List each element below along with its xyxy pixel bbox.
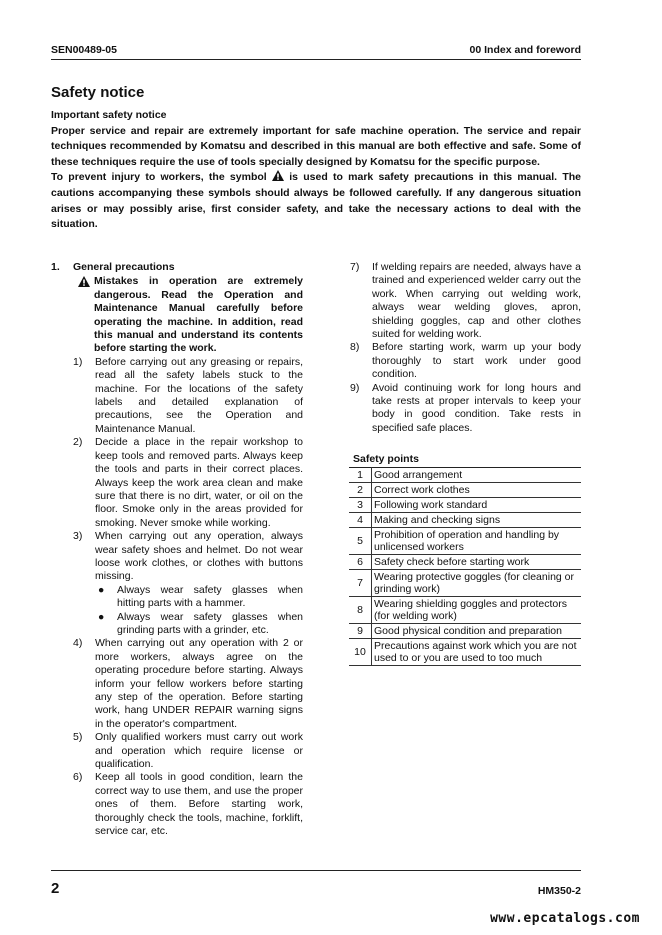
list-item	[51, 530, 303, 584]
safety-points-title: Safety points	[353, 453, 419, 465]
intro-paragraph-2	[51, 170, 581, 232]
item-text: If welding repairs are needed, always have a trained and experienced welder carry out the work. When carrying out welding work, always wear welding gloves, apron, shielding goggles, cap and other clothes suited for welding work.	[372, 261, 581, 341]
intro-paragraph-2-before: To prevent injury to workers, the symbol	[51, 171, 267, 184]
table-row	[349, 570, 581, 597]
item-text: Before carrying out any greasing or repairs, read all the safety labels stuck to the machine. For the locations of the safety labels and detailed explanation of precautions, see the Operation and Maintenance Manual.	[95, 355, 303, 435]
item-number: 1)	[73, 355, 83, 368]
item-text: Before starting work, warm up your body thoroughly to start work under good condition.	[372, 341, 581, 381]
item-number: 5)	[73, 731, 83, 744]
item-number: 2)	[73, 436, 83, 449]
table-row	[349, 513, 581, 528]
row-number: 7	[349, 570, 372, 597]
row-text: Prohibition of operation and handling by unlicensed workers	[372, 528, 582, 555]
watermark-link[interactable]: www.epcatalogs.com	[490, 911, 640, 926]
safety-points-table	[349, 467, 581, 666]
item-text: Decide a place in the repair workshop to keep tools and removed parts. Always keep the tools and parts in their correct places. Always keep the work area clean and make sure that there is no dirt, water, or oil on the floor. Smoke only in the areas provided for smoking. Never smoke while working.	[95, 436, 303, 529]
table-row	[349, 468, 581, 483]
row-text: Good physical condition and preparation	[372, 624, 582, 639]
section-heading	[51, 261, 303, 274]
model-code: HM350-2	[537, 885, 581, 897]
row-number: 8	[349, 597, 372, 624]
row-number: 2	[349, 483, 372, 498]
row-number: 6	[349, 555, 372, 570]
list-item	[51, 356, 303, 436]
row-number: 10	[349, 639, 372, 666]
caution-block	[73, 275, 303, 355]
item-number: 8)	[350, 341, 360, 354]
header-rule	[51, 59, 581, 60]
row-text: Precautions against work which you are not used to or you are used to too much	[372, 639, 582, 666]
table-row	[349, 555, 581, 570]
item-number: 3)	[73, 530, 83, 543]
row-text: Correct work clothes	[372, 483, 582, 498]
row-number: 4	[349, 513, 372, 528]
row-text: Safety check before starting work	[372, 555, 582, 570]
list-item	[51, 771, 303, 838]
list-item	[51, 637, 303, 731]
item-number: 7)	[350, 261, 360, 273]
right-column	[348, 261, 581, 435]
row-text: Wearing protective goggles (for cleaning or grinding work)	[372, 570, 582, 597]
row-text: Following work standard	[372, 498, 582, 513]
bullet-icon: ●	[98, 583, 105, 596]
intro-heading: Important safety notice	[51, 109, 167, 121]
item-text: Keep all tools in good condition, learn the correct way to use them, and use the proper ones of them. Before starting work, thoroughly check the tools, machine, forklift, service car, etc.	[95, 771, 303, 838]
bullet-item	[95, 611, 303, 638]
footer-rule	[51, 870, 581, 871]
row-number: 3	[349, 498, 372, 513]
list-item	[348, 382, 581, 436]
section-number: 1.	[51, 261, 60, 273]
bullet-icon: ●	[98, 610, 105, 623]
row-number: 5	[349, 528, 372, 555]
warning-triangle-icon	[272, 170, 284, 181]
warning-triangle-icon	[78, 276, 90, 287]
bullet-item	[95, 584, 303, 611]
row-text: Wearing shielding goggles and protectors (for welding work)	[372, 597, 582, 624]
caution-text: Mistakes in operation are extremely dangerous. Read the Operation and Maintenance Manual carefully before operating the machine. In addition, read this manual and understand its contents before starting the work.	[94, 275, 303, 355]
list-item	[51, 436, 303, 530]
item-text: Only qualified workers must carry out work and operation which require license or qualification.	[95, 731, 303, 771]
list-item	[51, 731, 303, 771]
item-text: When carrying out any operation with 2 or more workers, always agree on the operating procedure before starting. Always inform your fellow workers before starting any step of the operation. Before starting work, hang UNDER REPAIR warning signs in the operator's compartment.	[95, 637, 303, 730]
table-row	[349, 483, 581, 498]
item-number: 4)	[73, 637, 83, 650]
intro-paragraph-2-after: is used to mark safety precautions in this manual. The cautions accompanying these symbols should always be followed carefully. If any dangerous situation arises or may possibly arise, first consider safety, and take the necessary actions to deal with the situation.	[51, 171, 582, 231]
item-text: Avoid continuing work for long hours and take rests at proper intervals to keep your body in good condition. Take rests in specified safe places.	[372, 381, 581, 434]
list-item	[348, 341, 581, 381]
intro-paragraph-1: Proper service and repair are extremely important for safe machine operation. The service and repair techniques recommended by Komatsu and described in this manual are both effective and safe. Some of these techniques require the use of tools specially designed by Komatsu for the specific purpose.	[51, 124, 581, 168]
left-column	[51, 261, 303, 838]
item-number: 6)	[73, 771, 83, 784]
table-row	[349, 498, 581, 513]
intro-block	[51, 108, 581, 233]
row-number: 1	[349, 468, 372, 483]
doc-id: SEN00489-05	[51, 44, 117, 56]
section-heading-text: General precautions	[73, 261, 175, 273]
page-title: Safety notice	[51, 84, 145, 101]
page-number: 2	[51, 880, 60, 897]
table-row	[349, 624, 581, 639]
table-row	[349, 639, 581, 666]
item-number: 9)	[350, 381, 360, 394]
item-text: When carrying out any operation, always wear safety shoes and helmet. Do not wear loose work clothes, or clothes with buttons missing.	[95, 530, 303, 583]
row-text: Good arrangement	[372, 468, 582, 483]
row-number: 9	[349, 624, 372, 639]
table-row	[349, 528, 581, 555]
table-row	[349, 597, 581, 624]
section-title: 00 Index and foreword	[469, 44, 581, 56]
row-text: Making and checking signs	[372, 513, 582, 528]
list-item	[348, 261, 581, 341]
bullet-text: Always wear safety glasses when hitting parts with a hammer.	[117, 583, 303, 610]
bullet-text: Always wear safety glasses when grinding parts with a grinder, etc.	[117, 610, 303, 636]
